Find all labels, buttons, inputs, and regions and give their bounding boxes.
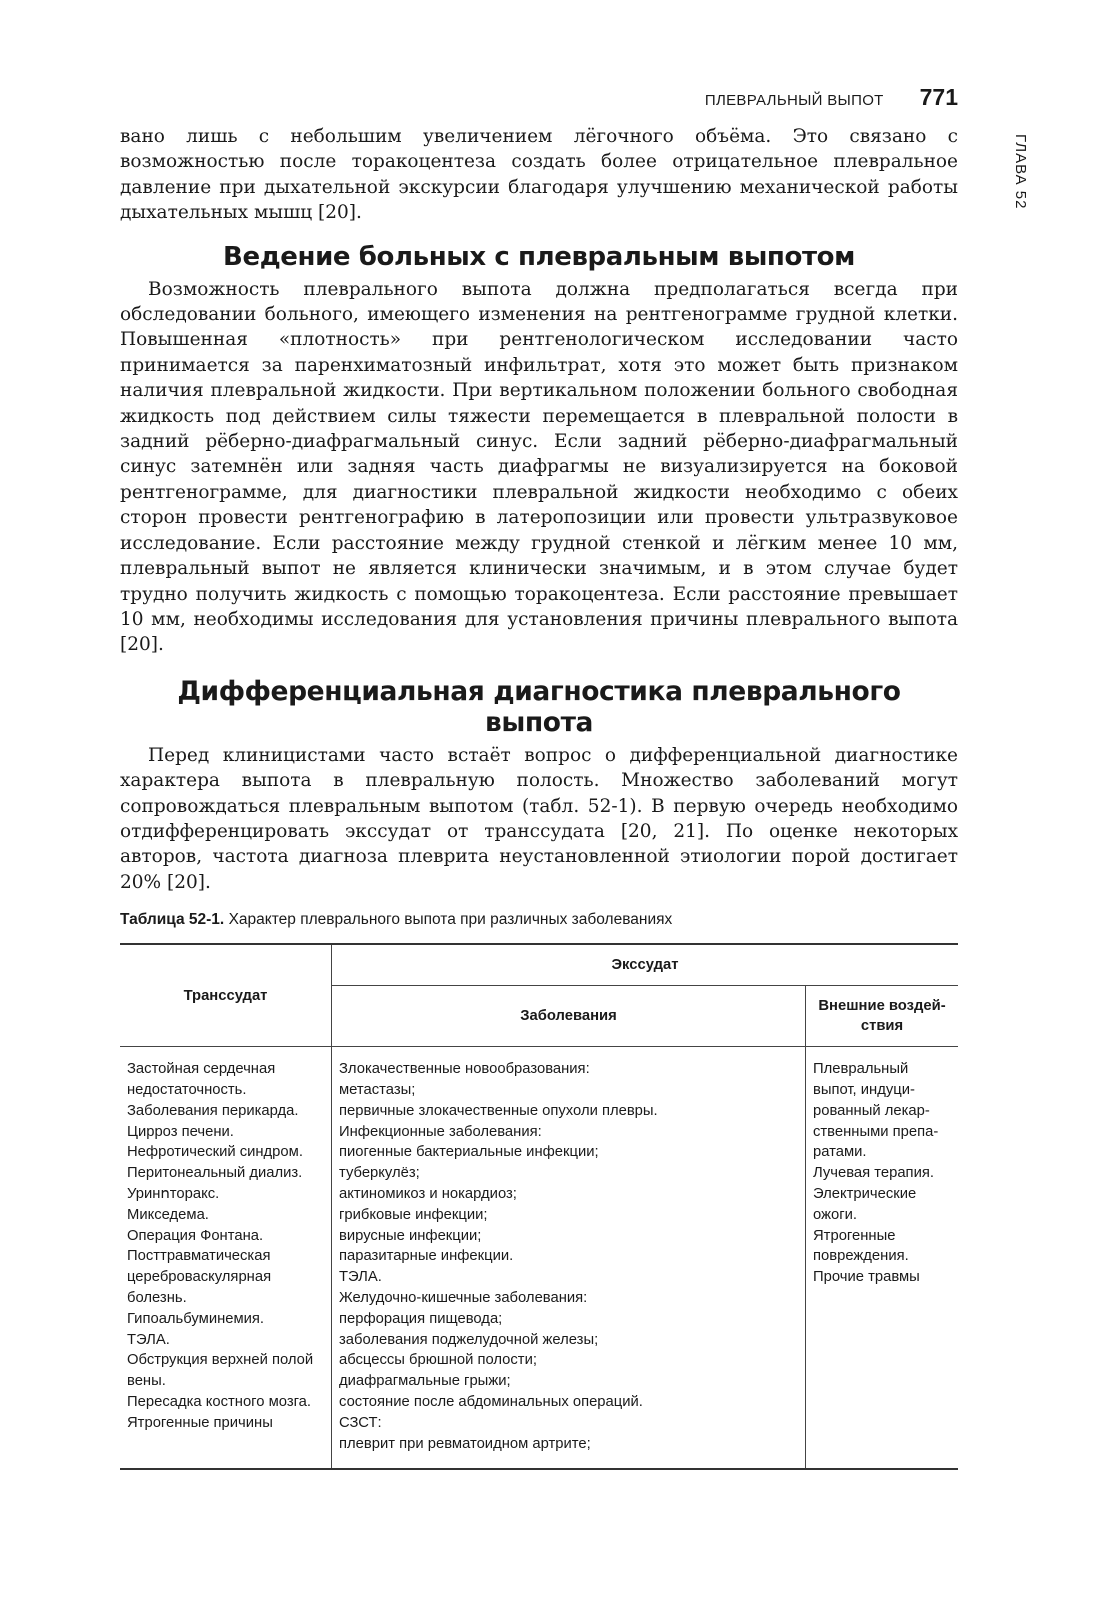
page-content xyxy=(120,124,958,1470)
header-diseases: Заболевания xyxy=(332,986,806,1047)
disease-line: ТЭЛА. xyxy=(339,1269,382,1286)
disease-line: перфорация пищевода; xyxy=(339,1310,503,1327)
header-external-line2: ствия xyxy=(860,1018,904,1035)
header-external-line1: Внешние воздей- xyxy=(818,998,946,1015)
table-caption-text: Характер плеврального выпота при различных заболеваниях xyxy=(228,911,673,929)
disease-line: паразитарные инфекции. xyxy=(339,1248,514,1265)
disease-line: плеврит при ревматоидном артрите; xyxy=(339,1435,591,1452)
running-head xyxy=(120,84,958,111)
external-line: выпот, индуци- xyxy=(813,1081,915,1098)
disease-line: метастазы; xyxy=(339,1081,416,1098)
disease-line: СЗСТ: xyxy=(339,1414,382,1431)
header-exudate: Экссудат xyxy=(332,944,959,986)
disease-line: Желудочно-кишечные заболевания: xyxy=(339,1289,588,1306)
transudate-line: Пересадка костного мозга. xyxy=(127,1393,312,1410)
external-line: Ятрогенные xyxy=(813,1227,896,1244)
external-line: ратами. xyxy=(813,1144,867,1161)
cell-external xyxy=(806,1047,959,1470)
paragraph-continuation: вано лишь с небольшим увеличением лёгочного объёма. Это связано с возможностью после торакоцентеза создать более отрицательное плевральное давление при дыхательной экскурсии благодаря улучшению механической работы дыхательных мышц [20]. xyxy=(120,126,958,224)
transudate-line: болезнь. xyxy=(127,1289,187,1306)
disease-line: первичные злокачественные опухоли плевры. xyxy=(339,1102,658,1119)
heading-differential: Дифференциальная диагностика плеврального выпота xyxy=(177,675,901,738)
transudate-line: Операция Фонтана. xyxy=(127,1227,264,1244)
table-52-1 xyxy=(120,943,958,1470)
transudate-line: недостаточность. xyxy=(127,1081,247,1098)
paragraph-differential: Перед клиницистами часто встаёт вопрос о дифференциальной диагностике характера выпота в плевральную полость. Множество заболеваний могут сопровождаться плевральным выпотом (табл. 52-1). В первую очередь необходимо отдифференцировать экссудат от транссудата [20, 21]. По оценке некоторых авторов, частота диагноза плеврита неустановленной этиологии порой достигает 20% [20]. xyxy=(120,744,958,893)
transudate-line: Застойная сердечная xyxy=(127,1061,276,1078)
disease-line: заболевания поджелудочной железы; xyxy=(339,1331,599,1348)
transudate-line: Нефротический синдром. xyxy=(127,1144,303,1161)
external-line: ожоги. xyxy=(813,1206,857,1223)
transudate-line: Ятрогенные причины xyxy=(127,1414,273,1431)
disease-line: Злокачественные новообразования: xyxy=(339,1061,590,1078)
transudate-line: Гипоальбуминемия. xyxy=(127,1310,265,1327)
transudate-line: Обструкция верхней полой xyxy=(127,1352,314,1369)
disease-line: вирусные инфекции; xyxy=(339,1227,482,1244)
disease-line: диафрагмальные грыжи; xyxy=(339,1373,511,1390)
transudate-line: ТЭЛА. xyxy=(127,1331,170,1348)
disease-line: актиномикоз и нокардиоз; xyxy=(339,1185,517,1202)
external-line: повреждения. xyxy=(813,1248,909,1265)
external-line: рованный лекар- xyxy=(813,1102,930,1119)
external-line: ственными препа- xyxy=(813,1123,939,1140)
disease-line: Инфекционные заболевания: xyxy=(339,1123,542,1140)
external-line: Электрические xyxy=(813,1185,917,1202)
header-transudate: Транссудат xyxy=(120,944,332,1047)
transudate-line: Уринոторакс. xyxy=(127,1185,220,1202)
heading-management: Ведение больных с плевральным выпотом xyxy=(223,241,855,272)
transudate-line: Заболевания перикарда. xyxy=(127,1102,299,1119)
header-external xyxy=(806,986,959,1047)
disease-line: пиогенные бактериальные инфекции; xyxy=(339,1144,599,1161)
table-caption xyxy=(120,911,958,929)
paragraph-management: Возможность плеврального выпота должна предполагаться всегда при обследовании больного, имеющего изменения на рентгенограмме грудной клетки. Повышенная «плотность» при рентгенологическом исследовании часто принимается за паренхиматозный инфильтрат, хотя это может быть признаком наличия плевральной жидкости. При вертикальном положении больного свободная жидкость под действием силы тяжести перемещается в плевральной полости в задний рёберно-диафрагмальный синус. Если задний рёберно-диафрагмальный синус затемнён или задняя часть диафрагмы не визуализируется на боковой рентгенограмме, для диагностики плевральной жидкости необходимо с обеих сторон провести рентгенографию в латеропозиции или провести ультразвуковое исследование. Если расстояние между грудной стенкой и лёгким менее 10 мм, плевральный выпот не является клинически значимым, и в этом случае будет трудно получить жидкость с помощью торакоцентеза. Если расстояние превышает 10 мм, необходимы исследования для установления причины плеврального выпота [20]. xyxy=(120,278,958,656)
disease-line: состояние после абдоминальных операций. xyxy=(339,1393,643,1410)
transudate-line: вены. xyxy=(127,1373,166,1390)
page-number: 771 xyxy=(919,84,958,110)
cell-transudate xyxy=(120,1047,332,1470)
external-line: Прочие травмы xyxy=(813,1269,920,1286)
transudate-line: Перитонеальный диализ. xyxy=(127,1165,303,1182)
external-line: Лучевая терапия. xyxy=(813,1165,934,1182)
external-line: Плевральный xyxy=(813,1061,909,1078)
transudate-line: Посттравматическая xyxy=(127,1248,271,1265)
disease-line: туберкулёз; xyxy=(339,1165,420,1182)
table-caption-label: Таблица 52-1. xyxy=(120,911,225,929)
cell-diseases xyxy=(332,1047,806,1470)
disease-line: грибковые инфекции; xyxy=(339,1206,488,1223)
running-title: ПЛЕВРАЛЬНЫЙ ВЫПОТ xyxy=(704,92,884,109)
disease-line: абсцессы брюшной полости; xyxy=(339,1352,537,1369)
transudate-line: Микседема. xyxy=(127,1206,209,1223)
transudate-line: цереброваскулярная xyxy=(127,1269,272,1286)
transudate-line: Цирроз печени. xyxy=(127,1123,234,1140)
chapter-side-tab: ГЛАВА 52 xyxy=(1012,134,1029,210)
